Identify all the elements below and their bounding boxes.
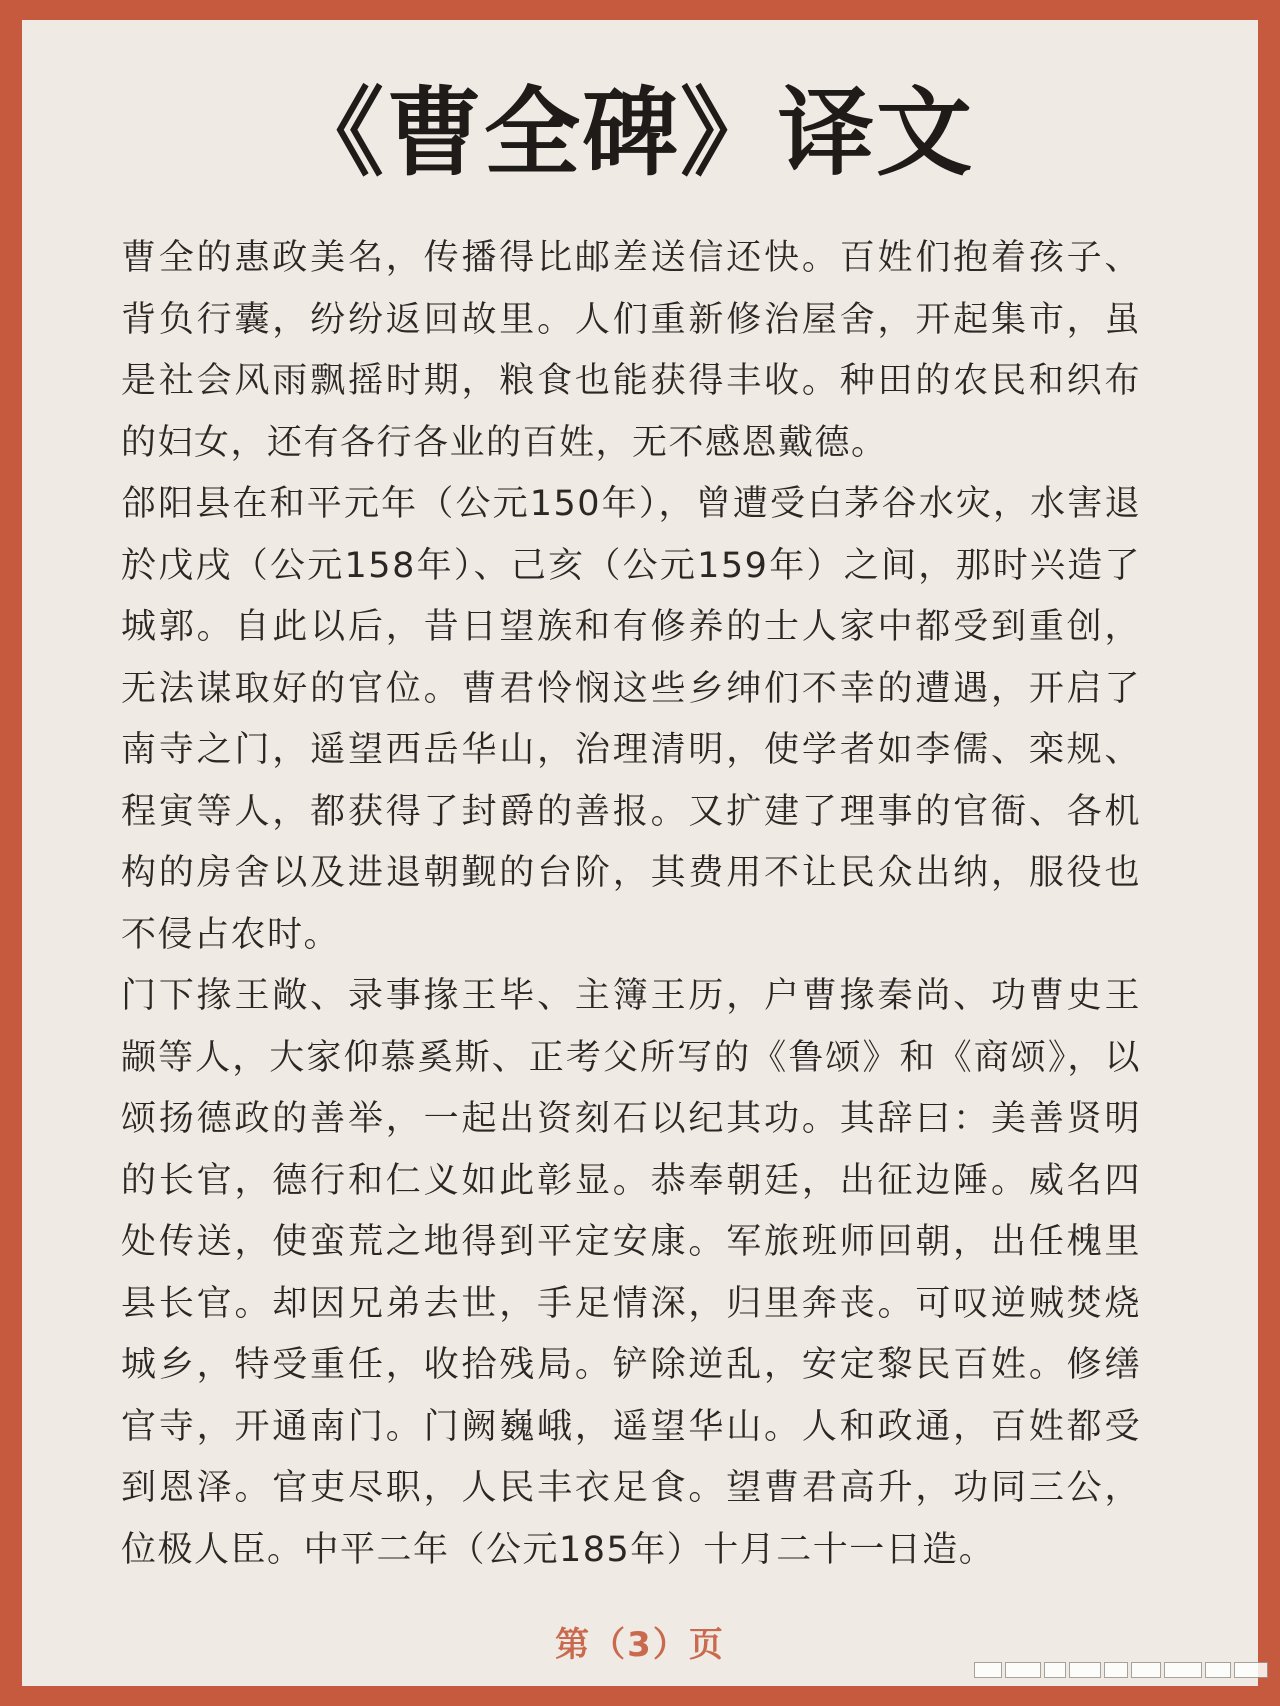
watermark-block	[1131, 1662, 1161, 1678]
document-body	[121, 228, 1141, 1581]
paragraph-2: 郃阳县在和平元年（公元150年），曾遭受白茅谷水灾，水害退於戊戌（公元158年）、己亥（公元159年）之间，那时兴造了城郭。自此以后，昔日望族和有修养的士人家中都受到重创，无法谋取好的官位。曹君怜悯这些乡绅们不幸的遭遇，开启了南寺之门，遥望西岳华山，治理清明，使学者如李儒、栾规、程寅等人，都获得了封爵的善报。又扩建了理事的官衙、各机构的房舍以及进退朝觐的台阶，其费用不让民众出纳，服役也不侵占农时。	[121, 484, 1141, 955]
watermark-block	[1234, 1662, 1268, 1678]
paragraph-1: 曹全的惠政美名，传播得比邮差送信还快。百姓们抱着孩子、背负行囊，纷纷返回故里。人们重新修治屋舍，开起集市，虽是社会风雨飘摇时期，粮食也能获得丰收。种田的农民和织布的妇女，还有各行各业的百姓，无不感恩戴德。	[121, 238, 1141, 463]
watermark-block	[1069, 1662, 1101, 1678]
watermark-block	[1164, 1662, 1202, 1678]
document-title: 《曹全碑》译文	[288, 77, 974, 189]
watermark-block	[1005, 1662, 1041, 1678]
watermark-block	[1205, 1662, 1231, 1678]
paragraph-3: 门下掾王敞、录事掾王毕、主簿王历，户曹掾秦尚、功曹史王颛等人，大家仰慕奚斯、正考父所写的《鲁颂》和《商颂》，以颂扬德政的善举，一起出资刻石以纪其功。其辞曰：美善贤明的长官，德行和仁义如此彰显。恭奉朝廷，出征边陲。威名四处传送，使蛮荒之地得到平定安康。军旅班师回朝，出任槐里县长官。却因兄弟去世，手足情深，归里奔丧。可叹逆贼焚烧城乡，特受重任，收拾残局。铲除逆乱，安定黎民百姓。修缮官寺，开通南门。门阙巍峨，遥望华山。人和政通，百姓都受到恩泽。官吏尽职，人民丰衣足食。望曹君高升，功同三公，位极人臣。中平二年（公元185年）十月二十一日造。	[121, 976, 1141, 1570]
watermark-block	[974, 1662, 1002, 1678]
page-number: 第（3）页	[555, 1625, 725, 1665]
watermark-block	[1104, 1662, 1128, 1678]
watermark-graphic	[974, 1662, 1268, 1678]
watermark-block	[1044, 1662, 1066, 1678]
document-paper	[22, 20, 1258, 1686]
